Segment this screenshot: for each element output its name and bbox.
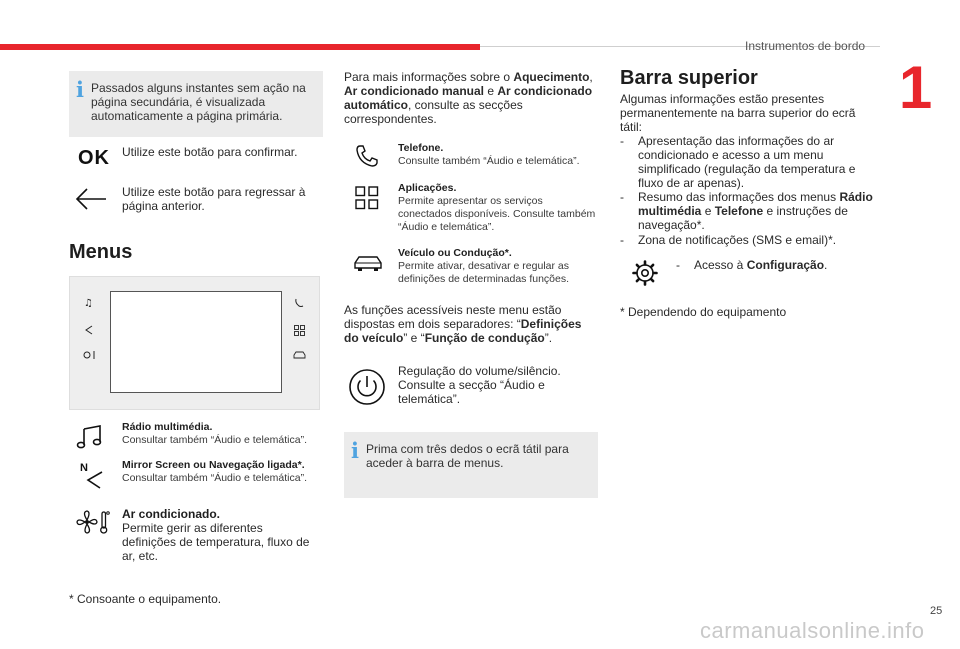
applications-desc: Permite apresentar os serviços conectados disponíveis. Consulte também “Áudio e telemática”. <box>398 195 596 233</box>
touchscreen-display-area <box>110 291 282 393</box>
navigation-small-icon <box>84 325 94 335</box>
info-note-menu-bar <box>344 432 598 498</box>
applications-grid-icon <box>355 186 379 210</box>
info-note-text: Passados alguns instantes sem ação na página secundária, é visualizada automaticamente a página primária. <box>91 81 306 123</box>
mirror-screen-desc: Consultar também “Áudio e telemática”. <box>122 472 307 484</box>
page-number: 25 <box>930 605 943 617</box>
header-red-bar <box>0 44 480 50</box>
vehicle-driving-desc: Permite ativar, desativar e regular as definições de determinadas funções. <box>398 260 570 285</box>
back-arrow-icon <box>74 186 108 212</box>
air-conditioning-desc: Permite gerir as diferentes definições de temperatura, fluxo de ar, etc. <box>122 521 310 563</box>
radio-multimedia-desc: Consultar também “Áudio e telemática”. <box>122 434 307 446</box>
radio-multimedia-title: Rádio multimédia. <box>122 421 213 433</box>
telephone-title: Telefone. <box>398 142 444 154</box>
chapter-number: 1 <box>898 54 933 121</box>
volume-description: Regulação do volume/silêncio. Consulte a secção “Áudio e telemática”. <box>398 364 561 406</box>
navigation-icon <box>78 460 106 490</box>
mirror-screen-title: Mirror Screen ou Navegação ligada*. <box>122 459 305 471</box>
apps-small-icon <box>294 325 305 336</box>
vehicle-icon <box>353 254 383 272</box>
applications-title: Aplicações. <box>398 182 457 194</box>
air-conditioning-title: Ar condicionado. <box>122 507 221 521</box>
climate-fan-icon <box>76 508 110 536</box>
music-note-icon <box>76 424 104 450</box>
music-note-small-icon: ♫ <box>84 298 93 309</box>
vehicle-driving-title: Veículo ou Condução*. <box>398 247 512 259</box>
bullet-dash: - <box>620 134 624 148</box>
info-note-secondary-page <box>69 71 323 137</box>
info-icon: i <box>76 77 84 102</box>
bullet-dash: - <box>676 258 680 272</box>
vehicle-small-icon <box>293 351 306 360</box>
phone-small-icon <box>294 298 304 308</box>
settings-gear-icon <box>631 259 659 287</box>
configuration-access-text: Acesso à Configuração. <box>694 258 828 272</box>
col1-footnote: * Consoante o equipamento. <box>69 592 222 606</box>
heating-intro-paragraph: Para mais informações sobre o Aquecimento, Ar condicionado manual e Ar condicionado automático, consulte as secções correspondentes. <box>344 70 593 126</box>
ok-button-icon: OK <box>78 147 110 169</box>
top-bar-intro: Algumas informações estão presentes permanentemente na barra superior do ecrã tátil: <box>620 92 856 134</box>
top-bar-bullet-2: Resumo das informações dos menus Rádio multimédia e Telefone e instruções de navegação*. <box>638 190 873 232</box>
info-icon: i <box>351 438 359 463</box>
svg-text:N: N <box>80 462 88 474</box>
col3-footnote: * Dependendo do equipamento <box>620 305 787 319</box>
ok-button-description: Utilize este botão para confirmar. <box>122 145 298 159</box>
climate-small-icon <box>83 350 97 360</box>
telephone-desc: Consulte também “Áudio e telemática”. <box>398 155 580 167</box>
phone-icon <box>354 143 380 169</box>
top-bar-bullet-3: Zona de notificações (SMS e email)*. <box>638 233 837 247</box>
power-button-icon <box>348 368 386 406</box>
info-note-text: Prima com três dedos o ecrã tátil para aceder à barra de menus. <box>366 442 569 470</box>
section-header-title: Instrumentos de bordo <box>745 39 866 53</box>
bullet-dash: - <box>620 233 624 247</box>
watermark: carmanualsonline.info <box>700 618 925 643</box>
vehicle-tabs-paragraph: As funções acessíveis neste menu estão dispostas em dois separadores: “Definições do veículo” e “Função de condução”. <box>344 303 582 345</box>
bullet-dash: - <box>620 190 624 204</box>
menus-heading: Menus <box>69 241 133 263</box>
back-button-description: Utilize este botão para regressar à página anterior. <box>122 185 306 213</box>
top-bar-bullet-1: Apresentação das informações do ar condicionado e acesso a um menu simplificado (regulação da temperatura e fluxo de ar apenas). <box>638 134 856 190</box>
top-bar-heading: Barra superior <box>620 67 758 89</box>
